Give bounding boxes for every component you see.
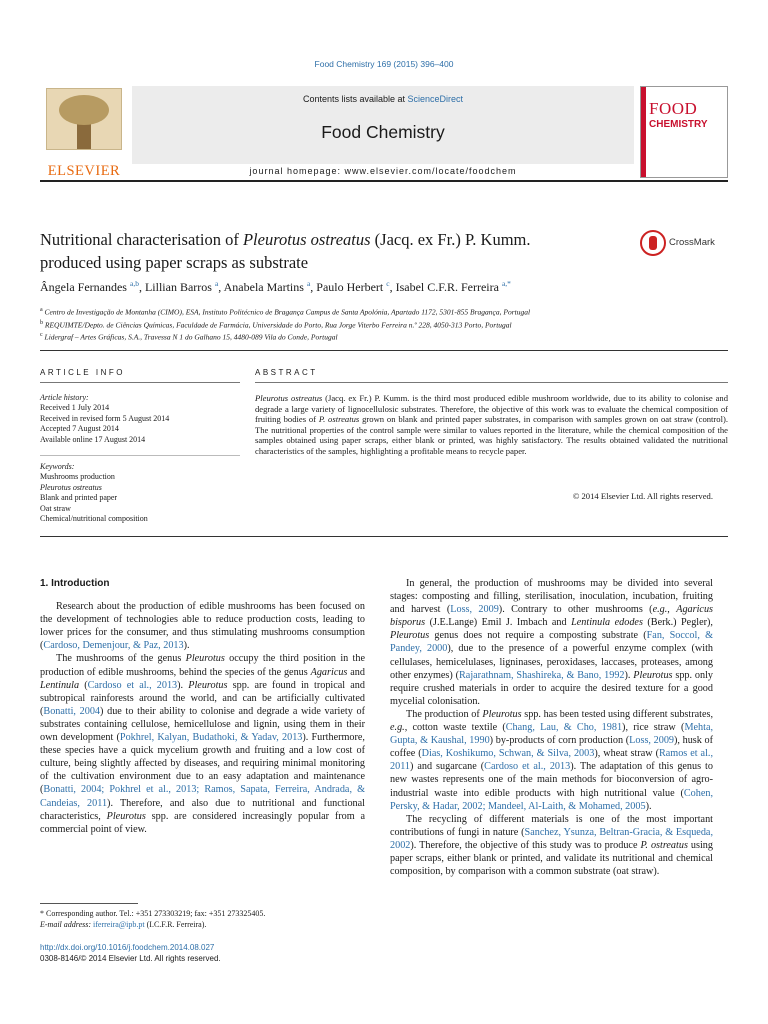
elsevier-logo[interactable] — [40, 86, 128, 180]
body-column-left — [40, 577, 365, 836]
journal-title: Food Chemistry — [321, 122, 445, 142]
body-column-right — [390, 577, 713, 878]
abstract-species-short: P. ostreatus — [318, 414, 360, 424]
keyword-item — [40, 483, 245, 493]
reference-link[interactable]: Cardoso, Demenjour, & Paz, 2013 — [43, 640, 184, 652]
reference-link[interactable]: Sanchez, Ysunza, Beltran-Gracia, & Esqueda, 2002 — [390, 826, 713, 851]
paragraph: The mushrooms of the genus Pleurotus occupy the third position in the production of edible mushrooms, behind the species of the genus Agaricus and Lentinula (Cardoso et al., 2013). Pleurotus spp. are found in tropical and subtropical rainforests around the world, and can be artificially cultivated (Bonatti, 2004) due to their ability to colonise and degrade a wide variety of substrates containing cellulose, hemicellulose and lignin, using them in their own development (Pokhrel, Kalyan, Budathoki, & Yadav, 2013). Furthermore, these species have a quick mycelium growth and fruiting and a low cost of culture, being slightly affected by diseases, and requiring minimal monitoring of the cultivation environment due to an easy adaptation and maintenance (Bonatti, 2004; Pokhrel et al., 2013; Ramos, Sapata, Ferreira, Andrada, & Candeias, 2011). Therefore, and also due to nutritional and functional characteristics, Pleurotus spp. are considered increasingly popular from a commercial point of view. — [40, 653, 366, 835]
journal-masthead — [40, 86, 728, 180]
author-affiliation-mark[interactable]: a — [214, 279, 219, 288]
reference-link[interactable]: Mehta, Gupta, & Kaushal, 1990 — [390, 722, 714, 747]
reference-link[interactable]: Rajarathnam, Shashireka, & Bano, 1992 — [459, 669, 625, 681]
keyword-item: Mushrooms production — [40, 472, 115, 482]
title-species: Pleurotus ostreatus — [242, 230, 371, 249]
journal-homepage[interactable]: journal homepage: www.elsevier.com/locate/foodchem — [249, 166, 517, 176]
elsevier-tree-icon — [46, 88, 122, 150]
divider — [40, 350, 728, 351]
keywords — [40, 462, 245, 524]
paragraph: Research about the production of edible mushrooms has been focused on the development of technologies able to reduce production costs, leading to lower prices for the consumer, and thus stimulating mushrooms consumption (Cardoso, Demenjour, & Paz, 2013). — [40, 601, 365, 652]
reference-link[interactable]: Loss, 2009 — [450, 604, 499, 616]
keywords-label: Keywords: — [40, 462, 75, 471]
email-suffix: (I.C.F.R. Ferreira). — [144, 920, 207, 929]
affiliations — [40, 305, 730, 343]
author-name[interactable]: Anabela Martins — [223, 280, 304, 294]
keyword-item: Chemical/nutritional composition — [40, 514, 148, 524]
article-title — [40, 228, 630, 274]
history-item: Accepted 7 August 2014 — [40, 424, 119, 434]
cover-stripe — [641, 87, 646, 177]
reference-link[interactable]: Chang, Lau, & Cho, 1981 — [505, 722, 623, 734]
masthead-divider — [40, 180, 728, 182]
author-affiliation-mark[interactable]: a,b — [129, 279, 139, 288]
reference-link[interactable]: Cardoso et al., 2013 — [87, 679, 178, 691]
affiliation-item — [40, 305, 730, 318]
reference-link[interactable]: Dias, Koshikumo, Schwan, & Silva, 2003 — [421, 748, 595, 760]
history-item: Available online 17 August 2014 — [40, 434, 146, 444]
keyword-item: Blank and printed paper — [40, 493, 118, 503]
reference-link[interactable]: Fan, Soccol, & Pandey, 2000 — [390, 630, 713, 655]
sciencedirect-link[interactable]: ScienceDirect — [407, 94, 464, 104]
divider — [40, 536, 728, 537]
abstract-copyright: © 2014 Elsevier Ltd. All rights reserved. — [572, 491, 713, 501]
crossmark-badge[interactable] — [640, 230, 730, 258]
reference-link[interactable]: Ramos et al., 2011 — [390, 748, 713, 773]
reference-link[interactable]: Loss, 2009 — [629, 735, 675, 747]
paragraph: The production of Pleurotus spp. has been tested using different substrates, e.g., cotton waste textile (Chang, Lau, & Cho, 1981), rice straw (Mehta, Gupta, & Kaushal, 1990) by-products of corn production (Loss, 2009), husk of coffee (Dias, Koshikumo, Schwan, & Silva, 2003), wheat straw (Ramos et al., 2011) and sugarcane (Cardoso et al., 2013). The adaptation of this genus to new wastes represents one of the main methods for bioconversion of agro-industrial waste into edible products with high nutritional value (Cohen, Persky, & Hadar, 2002; Mandeel, Al-Laith, & Mohamed, 2005). — [390, 708, 714, 812]
history-label: Article history: — [40, 393, 89, 402]
email-label: E-mail address: — [40, 920, 94, 929]
doi-link[interactable]: http://dx.doi.org/10.1016/j.foodchem.2014.08.027 — [40, 943, 215, 952]
history-item: Received in revised form 5 August 2014 — [40, 413, 170, 423]
title-part2: (Jacq. ex Fr.) P. Kumm. — [370, 230, 531, 249]
author-name[interactable]: Paulo Herbert — [316, 280, 384, 294]
paragraph: The recycling of different materials is one of the most important contributions of fungi in nature (Sanchez, Ysunza, Beltran-Gracia, & Esqueda, 2002). Therefore, the objective of this study was to produce P. ostreatus using paper scraps, either blank or printed, and validate its nutritional and chemical composition, by comparison with a common substrate (oat straw). — [390, 813, 713, 878]
abstract-text1: (Jacq. ex Fr.) P. Kumm. is the third most produced edible mushroom worldwide, due to its ability to colonise and degrade a large variety of lignocellulosic substrates. Therefore, the objective of this work was to evaluate the chemical composition of fruiting bodies of — [255, 393, 728, 424]
email-link[interactable]: iferreira@ipb.pt — [93, 920, 145, 929]
affiliation-mark: c — [40, 332, 43, 338]
keyword-text: Pleurotus ostreatus — [40, 482, 102, 492]
reference-link[interactable]: Pokhrel, Kalyan, Budathoki, & Yadav, 2013 — [119, 732, 303, 744]
journal-cover-thumbnail[interactable] — [640, 86, 728, 178]
reference-link[interactable]: Cardoso et al., 2013 — [484, 761, 571, 773]
issn-line: 0308-8146/© 2014 Elsevier Ltd. All rights reserved. — [40, 954, 221, 963]
crossmark-icon — [640, 230, 666, 256]
author-name[interactable]: Ângela Fernandes — [40, 280, 127, 294]
abstract-text — [255, 393, 728, 456]
author-affiliation-mark[interactable]: a — [306, 279, 311, 288]
article-history — [40, 393, 245, 445]
abstract-species: Pleurotus ostreatus — [255, 393, 323, 403]
reference-link[interactable]: Bonatti, 2004 — [43, 705, 101, 717]
abstract-heading: ABSTRACT — [255, 368, 318, 377]
cover-title-chemistry: CHEMISTRY — [649, 119, 708, 130]
title-line2: produced using paper scraps as substrate — [40, 253, 309, 272]
divider — [255, 382, 728, 383]
affiliation-text: Lidergraf – Artes Gráficas, S.A., Travessa N 1 do Galhano 15, 4480-089 Vila do Conde, Portugal — [44, 332, 338, 342]
history-item: Received 1 July 2014 — [40, 403, 110, 413]
author-affiliation-mark[interactable]: c — [386, 279, 390, 288]
publisher-name: ELSEVIER — [47, 163, 121, 179]
author-name[interactable]: Lillian Barros — [144, 280, 212, 294]
footnote-contact: * Corresponding author. Tel.: +351 273303219; fax: +351 273325405. — [40, 909, 266, 918]
reference-link[interactable]: Bonatti, 2004; Pokhrel et al., 2013; Ramos, Sapata, Ferreira, Andrada, & Candeias, 2011 — [40, 784, 365, 809]
affiliation-item — [40, 318, 730, 331]
doi-block — [40, 942, 365, 964]
abstract-text2: grown on blank and printed paper substrates, in comparison with samples grown on oat straw (control). The nutritional properties of the control sample were similar to values reported in the literature, while the chemical composition of the samples obtained using paper scraps, either blank or printed, was highly satisfactory. The results obtained validated the nutritional characteristics of the samples, highlighting a profitable means to recycle paper. — [255, 414, 728, 456]
paragraph: In general, the production of mushrooms may be divided into several stages: composting and filling, sterilisation, inoculation, incubation, fruiting and harvest (Loss, 2009). Contrary to other mushrooms (e.g., Agaricus bisporus (J.E.Lange) Emil J. Imbach and Lentinula edodes (Berk.) Pegler), Pleurotus genus does not require a composting substrate (Fan, Soccol, & Pandey, 2000), due to the presence of a powerful enzyme complex (with cellulases, hemicelulases, ligninases, peroxidases, laccases, proteases, among other enzymes) (Rajarathnam, Shashireka, & Bano, 1992). Pleurotus spp. only require crushed materials in order to acquire the desired texture for a good mycelial colonisation. — [390, 578, 714, 707]
article-info-heading: ARTICLE INFO — [40, 368, 125, 377]
author-affiliation-mark[interactable]: a,* — [501, 279, 511, 288]
author-list: Ângela Fernandes $^{a,b}$, Lillian Barros $^a$, Anabela Martins $^a$, Paulo Herbert $^c$, Isabel C.F.R. Ferreira $^{a,*}$ — [40, 279, 511, 294]
reference-link[interactable]: Cohen, Persky, & Hadar, 2002; Mandeel, Al-Laith, & Mohamed, 2005 — [390, 787, 713, 812]
keyword-item: Oat straw — [40, 503, 71, 513]
cover-title-food: FOOD — [649, 99, 698, 118]
contents-line — [132, 94, 634, 104]
divider — [40, 455, 240, 456]
journal-reference[interactable]: Food Chemistry 169 (2015) 396–400 — [314, 59, 454, 69]
title-part1: Nutritional characterisation of — [40, 230, 243, 249]
crossmark-label: CrossMark — [669, 237, 715, 248]
divider — [40, 382, 240, 383]
author-name[interactable]: Isabel C.F.R. Ferreira — [395, 280, 499, 294]
affiliation-text: Centro de Investigação de Montanha (CIMO), ESA, Instituto Politécnico de Bragança Campus de Santa Apolónia, Apartado 1172, 5301-855 Bragança, Portugal — [44, 307, 531, 317]
footnote-divider — [40, 903, 138, 904]
affiliation-text: REQUIMTE/Depto. de Ciências Químicas, Faculdade de Farmácia, Universidade do Porto, Rua Jorge Viterbo Ferreira n.º 228, 4050-313 Porto, Portugal — [44, 320, 512, 329]
journal-banner — [132, 86, 634, 164]
affiliation-mark: a — [40, 307, 43, 313]
contents-prefix: Contents lists available at — [302, 94, 408, 104]
affiliation-mark: b — [40, 319, 43, 326]
section-heading: 1. Introduction — [40, 578, 110, 589]
affiliation-item — [40, 330, 730, 343]
corresponding-author-footnote — [40, 908, 365, 930]
